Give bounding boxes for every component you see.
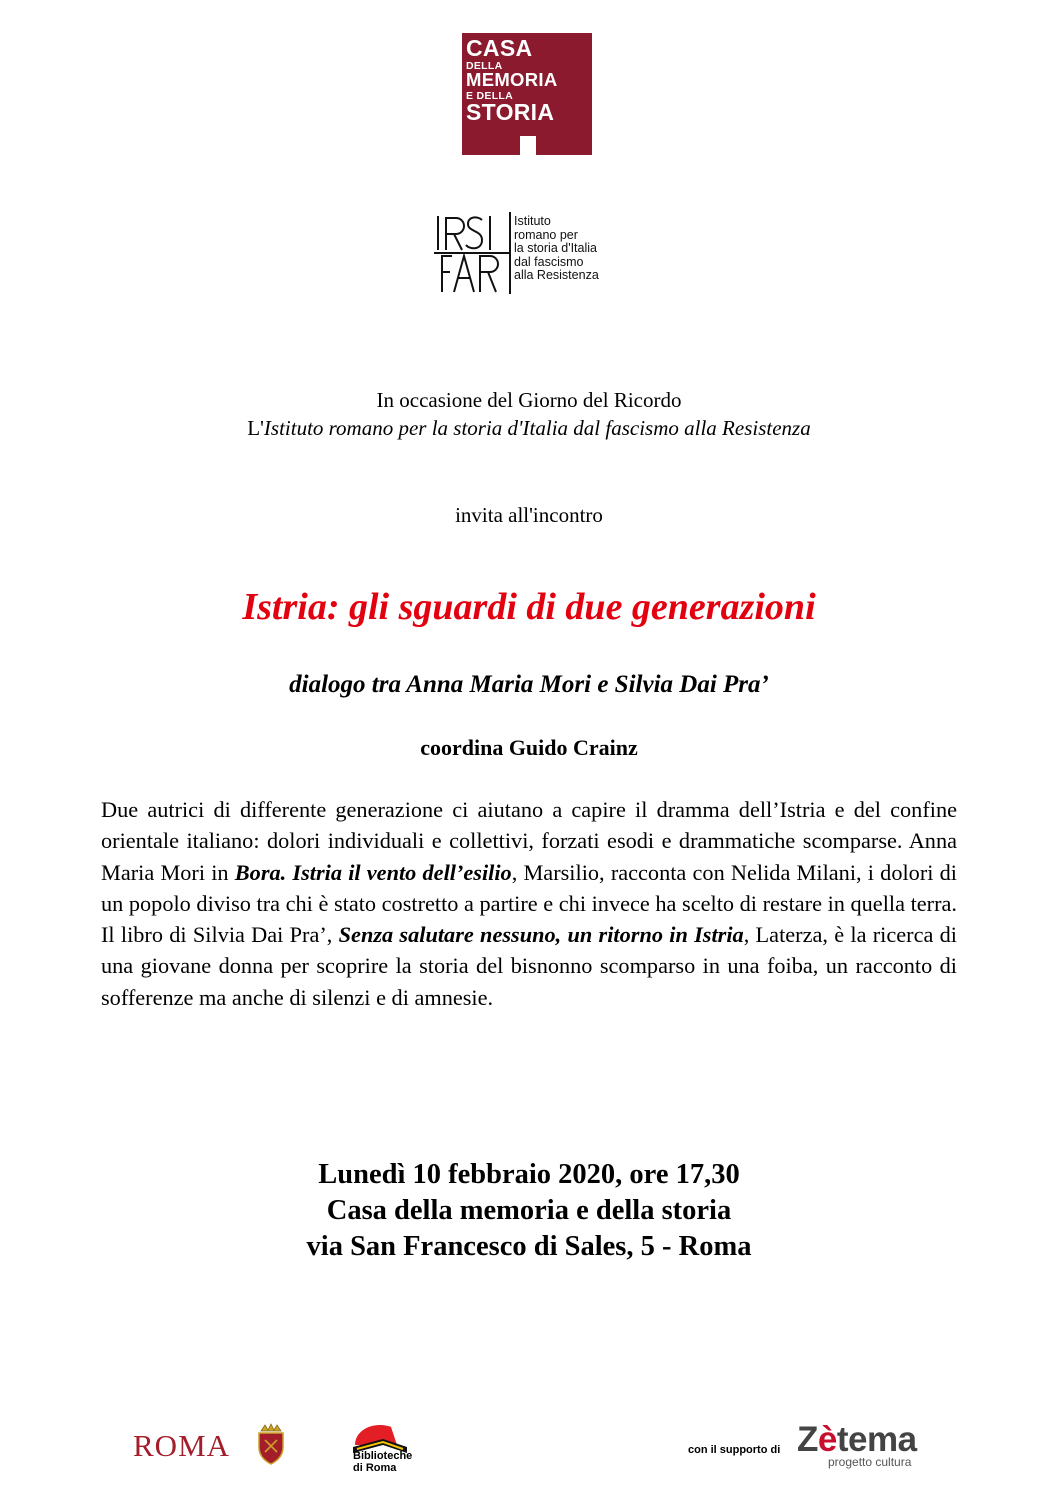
event-date: Lunedì 10 febbraio 2020, ore 17,30 [318,1159,740,1190]
event-title: Istria: gli sguardi di due generazioni [242,586,816,628]
zetema-logo: Zètema [797,1420,917,1459]
irsifar-mark-icon [434,210,514,296]
description-paragraph: Due autrici di differente generazione ci aiutano a capire il dramma dell’Istria e del confine orientale italiano: dolori individuali e collettivi, forzati esodi e drammatiche scomparse. Anna Maria Mori in Bora. Istria il vento dell’esilio, Marsilio, racconta con Nelida Milani, i dolori di un popolo diviso tra chi è stato costretto a partire e chi invece ha scelto di restare in quella terra. Il libro di Silvia Dai Pra’, Senza salutare nessuno, un ritorno in Istria, Laterza, è la ricerca di una giovane donna per scoprire la storia del bisnonno scomparso in una foiba, un racconto di sofferenze ma anche di silenzi e di amnesie. [101,797,957,1010]
book-title-bora: Bora. Istria il vento dell’esilio [234,859,512,885]
casa-logo-line: MEMORIA [466,69,558,90]
roma-logo-text: ROMA [133,1428,231,1463]
biblioteche-logo-text: Biblioteche di Roma [353,1450,413,1474]
casa-memoria-logo [462,33,592,155]
zetema-tagline: progetto cultura [828,1455,912,1469]
casa-logo-line: CASA [466,35,533,61]
event-venue: Casa della memoria e della storia [326,1195,732,1226]
supporto-label: con il supporto di [688,1444,781,1456]
casa-logo-door-shape [520,136,536,155]
roma-crest-icon [255,1423,287,1465]
invitation-line: invita all'incontro [455,503,603,527]
casa-logo-line: E DELLA [466,90,514,102]
casa-logo-line: STORIA [466,99,555,125]
event-subtitle: dialogo tra Anna Maria Mori e Silvia Dai Pra’ [289,671,769,698]
event-details [0,1157,1058,1265]
event-address: via San Francesco di Sales, 5 - Roma [306,1231,752,1262]
irsifar-logo [434,210,644,296]
coordinator-line: coordina Guido Crainz [420,735,638,760]
intro-line-2: L'Istituto romano per la storia d'Italia dal fascismo alla Resistenza [247,416,811,440]
casa-logo-line: DELLA [466,60,503,72]
intro-line-1: In occasione del Giorno del Ricordo [376,388,682,412]
book-title-senza-salutare: Senza salutare nessuno, un ritorno in Istria [338,922,744,948]
intro-text [0,386,1058,442]
irsifar-logo-text: Istituto romano per la storia d'Italia dal fascismo alla Resistenza [514,214,599,282]
institute-name: Istituto romano per la storia d'Italia dal fascismo alla Resistenza [263,416,811,440]
